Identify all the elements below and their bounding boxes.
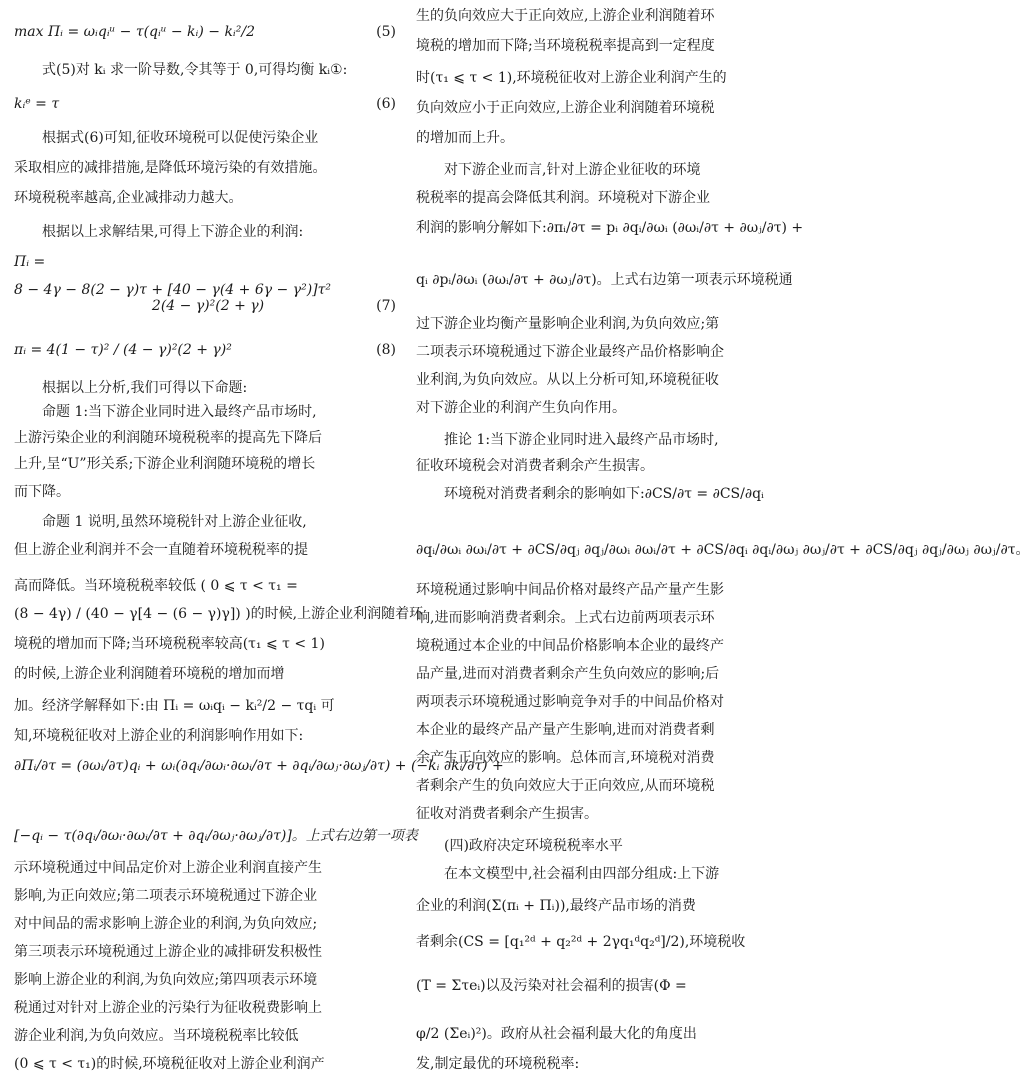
text-line [416, 720, 804, 740]
line-text: 上游污染企业的利润随环境税税率的提高先下降后 [14, 430, 322, 446]
text-line [416, 456, 804, 476]
text-line [416, 68, 804, 88]
text-line [416, 932, 804, 952]
text-line [416, 976, 804, 996]
text-line [14, 858, 402, 878]
text-line [416, 218, 804, 238]
text-line [416, 98, 804, 118]
equation-line [14, 296, 402, 316]
text-line [14, 378, 402, 398]
line-text: (T = Στeᵢ)以及污染对社会福利的损害(Φ = [416, 978, 687, 994]
line-text: πᵢ = 4(1 − τ)² / (4 − γ)²(2 + γ)² [14, 342, 232, 358]
text-line [14, 1054, 402, 1074]
line-text: 负向效应小于正向效应,上游企业利润随着环境税 [416, 100, 715, 116]
line-text: 者剩余产生的负向效应大于正向效应,从而环境税 [416, 778, 715, 794]
equation-line [14, 340, 402, 360]
text-line [416, 608, 804, 628]
equation-line [14, 94, 402, 114]
text-line [14, 970, 402, 990]
text-line [416, 776, 804, 796]
text-line [14, 428, 402, 448]
line-text: 环境税通过影响中间品价格对最终产品产量产生影 [416, 582, 724, 598]
line-text: 余产生正向效应的影响。总体而言,环境税对消费 [416, 750, 715, 766]
line-text: 税税率的提高会降低其利润。环境税对下游企业 [416, 190, 710, 206]
line-text: 高而降低。当环境税税率较低 ( 0 ⩽ τ < τ₁ = [14, 578, 298, 594]
text-line [14, 998, 402, 1018]
text-line [14, 540, 402, 560]
text-line [416, 128, 804, 148]
line-text: ∂qᵢ/∂ωᵢ ∂ωᵢ/∂τ + ∂CS/∂qⱼ ∂qⱼ/∂ωᵢ ∂ωᵢ/∂τ + ∂CS/∂qᵢ ∂qᵢ/∂ωⱼ ∂ωⱼ/∂τ + ∂CS/∂qⱼ ∂qⱼ/∂ωⱼ ∂ωⱼ/∂τ。 [416, 542, 1029, 558]
line-text: 对中间品的需求影响上游企业的利润,为负向效应; [14, 916, 318, 932]
text-line [416, 804, 804, 824]
line-text: φ/2 (Σeᵢ)²)。政府从社会福利最大化的角度出 [416, 1026, 697, 1042]
line-text: (0 ⩽ τ < τ₁)的时候,环境税征收对上游企业利润产 [14, 1056, 325, 1072]
text-line [416, 836, 804, 856]
equation-line [14, 756, 504, 776]
line-text: 式(5)对 kᵢ 求一阶导数,令其等于 0,可得均衡 kᵢ①: [42, 62, 348, 78]
line-text: 而下降。 [14, 484, 70, 500]
line-text: 加。经济学解释如下:由 Πᵢ = ωᵢqᵢ − kᵢ²/2 − τqᵢ 可 [14, 698, 335, 714]
line-text: 环境税对消费者剩余的影响如下:∂CS/∂τ = ∂CS/∂qᵢ [444, 486, 764, 502]
text-line [416, 692, 804, 712]
text-line [14, 158, 402, 178]
line-text: 的时候,上游企业利润随着环境税的增加而增 [14, 666, 285, 682]
line-text: 征收对消费者剩余产生损害。 [416, 806, 598, 822]
line-text: 二项表示环境税通过下游企业最终产品价格影响企 [416, 344, 724, 360]
text-line [416, 748, 804, 768]
text-line [14, 402, 402, 422]
line-text: 企业的利润(Σ(πᵢ + Πᵢ)),最终产品市场的消费 [416, 898, 696, 914]
equation-number: (8) [376, 342, 396, 358]
line-text: 根据以上求解结果,可得上下游企业的利润: [42, 224, 304, 240]
line-text: 过下游企业均衡产量影响企业利润,为负向效应;第 [416, 316, 720, 332]
line-text: 税通过对针对上游企业的污染行为征收税费影响上 [14, 1000, 322, 1016]
line-text: Πᵢ = [14, 254, 46, 270]
line-text: 业利润,为负向效应。从以上分析可知,环境税征收 [416, 372, 719, 388]
line-text: 影响上游企业的利润,为负向效应;第四项表示环境 [14, 972, 318, 988]
line-text: 示环境税通过中间品定价对上游企业利润直接产生 [14, 860, 322, 876]
line-text: 根据式(6)可知,征收环境税可以促使污染企业 [42, 130, 319, 146]
line-text: 的增加而上升。 [416, 130, 514, 146]
text-line [14, 696, 402, 716]
line-text: 推论 1:当下游企业同时进入最终产品市场时, [444, 432, 719, 448]
text-line [14, 128, 402, 148]
line-text: 影响,为正向效应;第二项表示环境税通过下游企业 [14, 888, 318, 904]
line-text: 环境税税率越高,企业减排动力越大。 [14, 190, 243, 206]
text-line [416, 864, 804, 884]
text-line [416, 664, 804, 684]
line-text: ∂Πᵢ/∂τ = (∂ωᵢ/∂τ)qᵢ + ωᵢ(∂qᵢ/∂ωᵢ·∂ωᵢ/∂τ + ∂qᵢ/∂ωⱼ·∂ωⱼ/∂τ) + (−kᵢ ∂kᵢ/∂τ) + [14, 758, 504, 774]
line-text: 游企业利润,为负向效应。当环境税税率比较低 [14, 1028, 299, 1044]
text-line [416, 1024, 804, 1044]
text-line [416, 6, 804, 26]
line-text: 时(τ₁ ⩽ τ < 1),环境税征收对上游企业利润产生的 [416, 70, 727, 86]
line-text: max Πᵢ = ωᵢqᵢᵘ − τ(qᵢᵘ − kᵢ) − kᵢ²/2 [14, 24, 255, 40]
text-line [416, 270, 804, 290]
text-line [14, 188, 402, 208]
text-line [416, 398, 804, 418]
text-line [416, 636, 804, 656]
text-line [14, 664, 402, 684]
text-line [14, 454, 402, 474]
text-line [14, 222, 402, 242]
line-text: 境税通过本企业的中间品价格影响本企业的最终产 [416, 638, 724, 654]
text-line [416, 188, 804, 208]
equation-number: (6) [376, 96, 396, 112]
text-line [14, 576, 402, 596]
text-line [14, 634, 402, 654]
text-line [14, 914, 402, 934]
text-line [416, 342, 804, 362]
line-text: 两项表示环境税通过影响竞争对手的中间品价格对 [416, 694, 724, 710]
equation-line [14, 22, 402, 42]
line-text: 生的负向效应大于正向效应,上游企业利润随着环 [416, 8, 715, 24]
line-text: 对下游企业的利润产生负向作用。 [416, 400, 626, 416]
line-text: (8 − 4γ) / (40 − γ[4 − (6 − γ)γ]) )的时候,上游企业利润随着环 [14, 606, 424, 622]
line-text: 采取相应的减排措施,是降低环境污染的有效措施。 [14, 160, 327, 176]
line-text: 本企业的最终产品产量产生影响,进而对消费者剩 [416, 722, 715, 738]
equation-number: (7) [376, 298, 396, 314]
line-text: 8 − 4γ − 8(2 − γ)τ + [40 − γ(4 + 6γ − γ²)]τ² [14, 282, 331, 298]
text-line [14, 482, 402, 502]
text-line [14, 726, 402, 746]
equation-line [14, 826, 418, 846]
line-text: 命题 1 说明,虽然环境税针对上游企业征收, [42, 514, 307, 530]
line-text: 知,环境税征收对上游企业的利润影响作用如下: [14, 728, 304, 744]
line-text: 2(4 − γ)²(2 + γ) [151, 298, 265, 314]
line-text: 在本文模型中,社会福利由四部分组成:上下游 [444, 866, 720, 882]
line-text: 第三项表示环境税通过上游企业的减排研发积极性 [14, 944, 322, 960]
line-text: kᵢᵉ = τ [14, 96, 60, 112]
text-line [416, 896, 804, 916]
text-line [14, 942, 402, 962]
line-text: 境税的增加而下降;当环境税税率提高到一定程度 [416, 38, 715, 54]
text-line [416, 314, 804, 334]
text-line [14, 604, 424, 624]
text-line [416, 160, 804, 180]
text-line [416, 540, 1029, 560]
text-line [14, 1026, 402, 1046]
line-text: 对下游企业而言,针对上游企业征收的环境 [444, 162, 701, 178]
line-text: 利润的影响分解如下:∂πᵢ/∂τ = pᵢ ∂qᵢ/∂ωᵢ (∂ωᵢ/∂τ + ∂ωⱼ/∂τ) + [416, 220, 804, 236]
line-text: 但上游企业利润并不会一直随着环境税税率的提 [14, 542, 308, 558]
text-line [416, 580, 804, 600]
equation-number: (5) [376, 24, 396, 40]
equation-line [14, 252, 402, 272]
line-text: 品产量,进而对消费者剩余产生负向效应的影响;后 [416, 666, 720, 682]
line-text: 根据以上分析,我们可得以下命题: [42, 380, 248, 396]
line-text: 发,制定最优的环境税税率: [416, 1056, 580, 1072]
line-text: 上升,呈“U”形关系;下游企业利润随环境税的增长 [14, 456, 316, 472]
text-line [14, 886, 402, 906]
line-text: (四)政府决定环境税税率水平 [444, 838, 623, 854]
text-line [416, 430, 804, 450]
text-line [416, 36, 804, 56]
text-line [416, 370, 804, 390]
line-text: [−qᵢ − τ(∂qᵢ/∂ωᵢ·∂ωᵢ/∂τ + ∂qᵢ/∂ωⱼ·∂ωⱼ/∂τ)]。上式右边第一项表 [14, 828, 418, 844]
line-text: 命题 1:当下游企业同时进入最终产品市场时, [42, 404, 317, 420]
text-line [416, 484, 804, 504]
text-line [416, 1054, 804, 1074]
line-text: 响,进而影响消费者剩余。上式右边前两项表示环 [416, 610, 715, 626]
line-text: 征收环境税会对消费者剩余产生损害。 [416, 458, 654, 474]
line-text: qᵢ ∂pᵢ/∂ωᵢ (∂ωᵢ/∂τ + ∂ωⱼ/∂τ)。上式右边第一项表示环境税通 [416, 272, 793, 288]
text-line [14, 512, 402, 532]
line-text: 境税的增加而下降;当环境税税率较高(τ₁ ⩽ τ < 1) [14, 636, 325, 652]
line-text: 者剩余(CS = [q₁²ᵈ + q₂²ᵈ + 2γq₁ᵈq₂ᵈ]/2),环境税收 [416, 934, 746, 950]
text-line [14, 60, 402, 80]
